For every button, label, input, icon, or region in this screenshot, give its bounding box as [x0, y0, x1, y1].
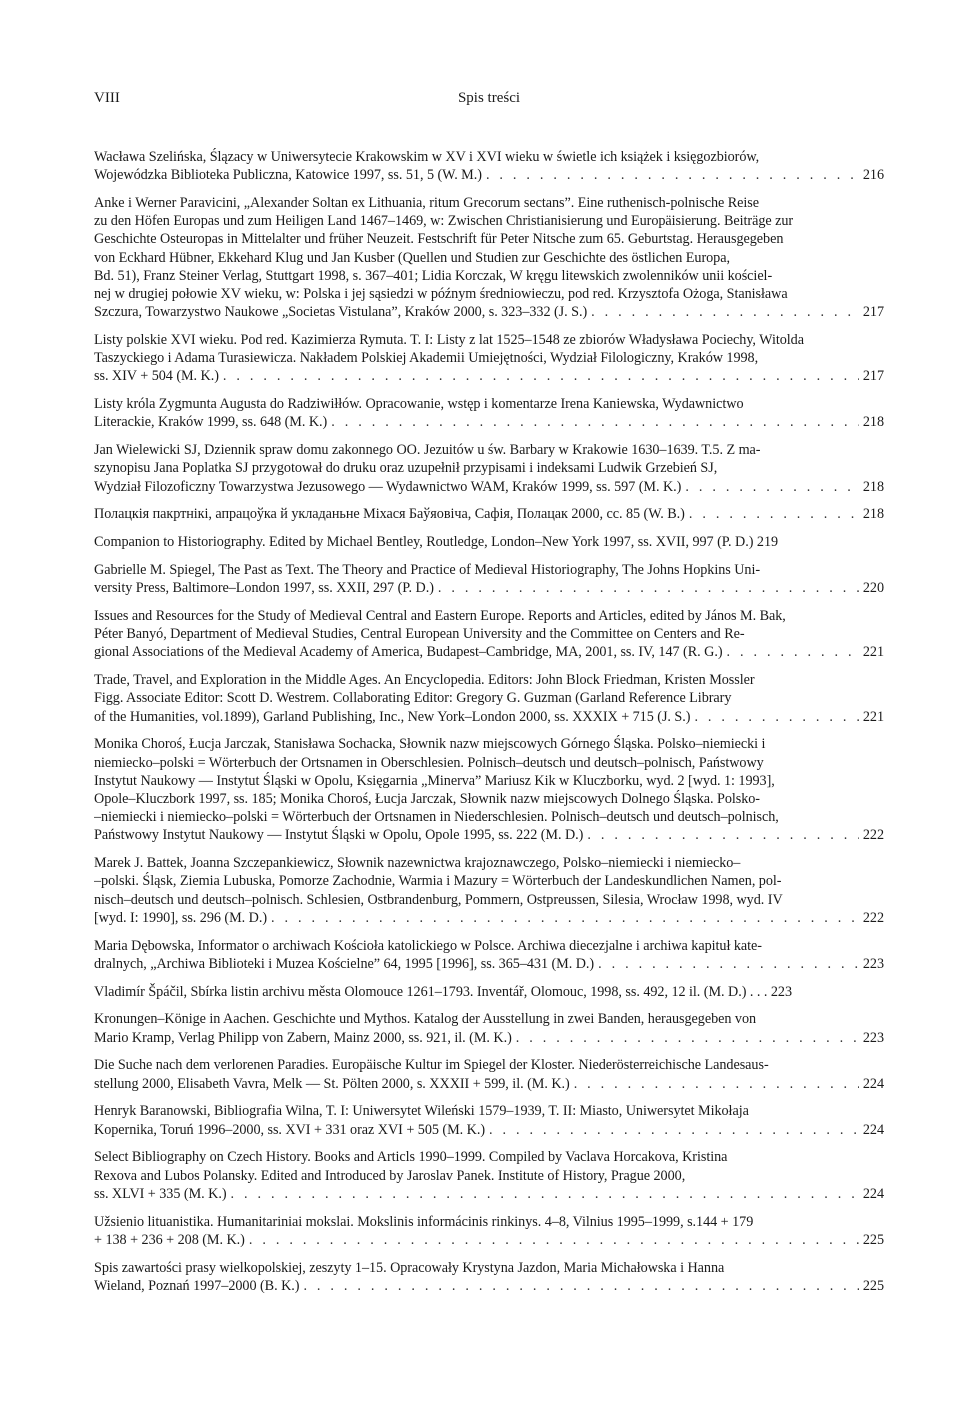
toc-entry: [94, 1102, 884, 1138]
toc-entry-text: gional Associations of the Medieval Academy of America, Budapest–Cambridge, MA, 2001, ss. IV, 147 (R. G.): [94, 644, 723, 661]
toc-entry-line: Spis zawartości prasy wielkopolskiej, zeszyty 1–15. Opracowały Krystyna Jazdon, Maria Michałowska i Hanna: [94, 1259, 725, 1276]
toc-entry-line: nej w drugiej połowie XV wieku, w: Polska i jej sąsiedzi w późnym średniowieczu, pod red. Krzysztofa Ożoga, Stanisława: [94, 286, 788, 303]
page-number: VIII: [94, 90, 120, 106]
dot-leader: [303, 1277, 858, 1295]
toc-entry-last-line: [94, 367, 884, 385]
toc-entry-text: Wydział Filozoficzny Towarzystwa Jezusowego — Wydawnictwo WAM, Kraków 1999, ss. 597 (M. K.): [94, 478, 682, 495]
toc-entry-line: Trade, Travel, and Exploration in the Middle Ages. An Encyclopedia. Editors: John Block Friedman, Kristen Mossler: [94, 672, 755, 689]
toc-entry: [94, 937, 884, 973]
dot-leader: [271, 909, 859, 927]
toc-entry: [94, 671, 884, 726]
toc-page-number: 218: [862, 478, 884, 495]
dot-leader: [574, 1075, 859, 1093]
dot-leader: [587, 826, 859, 844]
toc-page-number: 218: [862, 506, 884, 523]
toc-entry-line: nisch–deutsch und deutsch–polnisch. Schlesien, Ostbrandenburg, Pommern, Ostpreussen, Silesia, Wrocław 1998, wyd. IV: [94, 891, 783, 908]
toc-entry-line: Taszyckiego i Adama Turasiewicza. Nakładem Polskiej Akademii Umiejętności, Wydział Filologiczny, Kraków 1998,: [94, 350, 759, 367]
toc-entry-last-line: [94, 909, 884, 927]
toc-entry-last-line: [94, 579, 884, 597]
toc-entry: [94, 854, 884, 927]
toc-entry-text: Szczura, Towarzystwo Naukowe „Societas Vistulana”, Kraków 2000, s. 323–332 (J. S.): [94, 304, 588, 321]
toc-entry: [94, 194, 884, 321]
toc-entry-line: Jan Wielewicki SJ, Dziennik spraw domu zakonnego OO. Jezuitów u św. Barbary w Krakowie 1630–1639. T.5. Z ma-: [94, 442, 761, 459]
toc-entry-last-line: [94, 955, 884, 973]
toc-entry-line: Anke i Werner Paravicini, „Alexander Soltan ex Lithuania, ritum Grecorum sectans”. Eine ruthenisch-polnische Reise: [94, 195, 760, 211]
dot-leader: [489, 1121, 859, 1139]
toc-entry-line: Kronungen–Könige in Aachen. Geschichte und Mythos. Katalog der Ausstellung in zwei Banden, herausgegeben von: [94, 1011, 757, 1028]
toc-entry-line: Vladimír Špáčil, Sbírka listin archivu města Olomouce 1261–1793. Inventář, Olomouc, 1998, ss. 492, 12 il. (M. D.) . . . 223: [94, 983, 793, 1000]
toc-page-number: 217: [862, 304, 884, 321]
toc-entry-line: Gabrielle M. Spiegel, The Past as Text. The Theory and Practice of Medieval Historiography, The Johns Hopkins Uni-: [94, 562, 761, 579]
toc-entry-line: Die Suche nach dem verlorenen Paradies. Europäische Kultur im Spiegel der Kloster. Niederösterreichische Landesaus-: [94, 1057, 769, 1074]
toc-entry: [94, 1056, 884, 1092]
toc-entry-line: Rexova and Lubos Polansky. Edited and Introduced by Jaroslav Panek. Institute of History, Prague 2000,: [94, 1167, 686, 1184]
dot-leader: [516, 1029, 859, 1047]
toc-page-number: 221: [862, 644, 884, 661]
toc-entry: [94, 561, 884, 597]
toc-entry: [94, 533, 884, 551]
toc-entry: [94, 735, 884, 844]
toc-page-number: 225: [862, 1231, 884, 1248]
toc-entry-last-line: [94, 478, 884, 496]
toc-page-number: 224: [862, 1121, 884, 1138]
toc-page-number: 217: [862, 368, 884, 385]
toc-page-number: 221: [862, 708, 884, 725]
toc-entry-line: Instytut Naukowy — Instytut Śląski w Opolu, Księgarnia „Minerva” Mariusz Kik w Kluczborku, wyd. 2 [wyd. 1: 1993],: [94, 772, 775, 789]
toc-entry-last-line: [94, 1121, 884, 1139]
toc-page-number: 220: [862, 580, 884, 597]
toc-entry-line: Bd. 51), Franz Steiner Verlag, Stuttgart 1998, s. 367–401; Lidia Korczak, W kręgu litewskich zwolenników unii kościel-: [94, 267, 773, 284]
toc-page-number: 222: [862, 909, 884, 926]
toc-entry-last-line: [94, 166, 884, 184]
dot-leader: [249, 1231, 859, 1249]
dot-leader: [727, 643, 859, 661]
toc-entry-line: Issues and Resources for the Study of Medieval Central and Eastern Europe. Reports and Articles, edited by János M. Bak,: [94, 608, 786, 625]
toc-entry-text: of the Humanities, vol.1899), Garland Publishing, Inc., New York–London 2000, ss. XXXIX + 715 (J. S.): [94, 708, 691, 725]
toc-entry-last-line: [94, 1029, 884, 1047]
toc-entry: [94, 1148, 884, 1203]
dot-leader: [591, 303, 859, 321]
table-of-contents: [94, 148, 884, 1305]
toc-entry-text: ss. XIV + 504 (M. K.): [94, 368, 219, 385]
toc-page-number: 218: [862, 414, 884, 431]
toc-entry-text: Państwowy Instytut Naukowy — Instytut Śląski w Opolu, Opole 1995, ss. 222 (M. D.): [94, 827, 584, 844]
toc-entry: [94, 395, 884, 431]
dot-leader: [689, 505, 859, 523]
toc-entry-last-line: [94, 303, 884, 321]
toc-entry-line: Užsienio lituanistika. Humanitariniai mokslai. Mokslinis informácinis rinkinys. 4–8, Vilnius 1995–1999, s.144 + 179: [94, 1213, 754, 1230]
toc-entry-last-line: [94, 1231, 884, 1249]
toc-entry-line: Select Bibliography on Czech History. Books and Articls 1990–1999. Compiled by Vaclava Horcakova, Kristina: [94, 1149, 728, 1166]
toc-entry-text: versity Press, Baltimore–London 1997, ss. XXII, 297 (P. D.): [94, 580, 434, 597]
dot-leader: [438, 579, 859, 597]
toc-entry-line: niemiecko–polski = Wörterbuch der Ortsnamen in Oberschlesien. Polnisch–deutsch und deutsch–polnisch, Państwowy: [94, 754, 764, 771]
toc-entry-line: szynopisu Jana Poplatka SJ przygotował do druku oraz uzupełnił przypisami i indeksami Ludwik Grzebień SJ,: [94, 460, 718, 477]
toc-entry-line: Opole–Kluczbork 1997, ss. 185; Monika Choroś, Łucja Jarczak, Słownik nazw miejscowych Dolnego Śląska. Polsko-: [94, 791, 760, 808]
toc-entry: [94, 148, 884, 184]
toc-entry-line: –polski. Śląsk, Ziemia Lubuska, Pomorze Zachodnie, Warmia i Mazury = Wörterbuch der Landeskundlichen Namen, pol-: [94, 873, 782, 890]
toc-entry-last-line: [94, 1277, 884, 1295]
dot-leader: [331, 413, 859, 431]
dot-leader: [231, 1185, 859, 1203]
toc-entry: [94, 983, 884, 1001]
toc-entry: [94, 1010, 884, 1046]
toc-entry-text: + 138 + 236 + 208 (M. K.): [94, 1231, 245, 1248]
toc-entry: [94, 441, 884, 496]
toc-entry: [94, 1213, 884, 1249]
toc-entry-line: Wacława Szelińska, Ślązacy w Uniwersytecie Krakowskim w XV i XVI wieku w świetle ich książek i księgozbiorów,: [94, 149, 760, 165]
toc-page-number: 222: [862, 827, 884, 844]
dot-leader: [685, 478, 859, 496]
toc-entry-last-line: [94, 413, 884, 431]
toc-entry-line: Marek J. Battek, Joanna Szczepankiewicz, Słownik nazewnictwa krajoznawczego, Polsko–niemiecki i niemiecko–: [94, 855, 741, 872]
toc-page-number: 216: [862, 167, 884, 184]
toc-entry-last-line: [94, 826, 884, 844]
toc-entry-last-line: [94, 505, 884, 523]
toc-entry: [94, 607, 884, 662]
toc-entry-text: Wojewódzka Biblioteka Publiczna, Katowice 1997, ss. 51, 5 (W. M.): [94, 167, 482, 184]
toc-entry-last-line: [94, 643, 884, 661]
toc-entry-line: Péter Banyó, Department of Medieval Studies, Central European University and the Committee on Centers and Re-: [94, 626, 745, 643]
toc-entry-last-line: [94, 1075, 884, 1093]
toc-page-number: 225: [862, 1277, 884, 1294]
toc-entry-line: Monika Choroś, Łucja Jarczak, Stanisława Sochacka, Słownik nazw miejscowych Górnego Śląska. Polsko–niemiecki i: [94, 736, 766, 753]
dot-leader: [694, 708, 858, 726]
running-title: Spis treści: [457, 90, 521, 106]
toc-entry-text: Полацкiя пакртнiкi, апрацоўка й укладаньне Міхася Баўяовіча, Сафія, Полацак 2000, сс. 85 (W. B.): [94, 506, 685, 523]
toc-page-number: 223: [862, 955, 884, 972]
toc-entry: [94, 331, 884, 386]
toc-entry-last-line: [94, 1185, 884, 1203]
toc-entry-text: Mario Kramp, Verlag Philipp von Zabern, Mainz 2000, ss. 921, il. (M. K.): [94, 1029, 512, 1046]
toc-entry: [94, 505, 884, 523]
toc-entry-line: Maria Dębowska, Informator o archiwach Kościoła katolickiego w Polsce. Archiwa diecezjalne i archiwa kapituł kate-: [94, 937, 762, 954]
dot-leader: [486, 166, 859, 184]
toc-entry-line: Geschichte Osteuropas in Mittelalter und früher Neuzeit. Festschrift für Peter Nitsche zum 65. Geburtstag. Herausgegeben: [94, 231, 784, 248]
toc-entry-line: Henryk Baranowski, Bibliografia Wilna, T. I: Uniwersytet Wileński 1579–1939, T. II: Miasto, Uniwersytet Mikołaja: [94, 1103, 749, 1120]
toc-entry-text: dralnych, „Archiwa Biblioteki i Muzea Kościelne” 64, 1995 [1996], ss. 365–431 (M. D.): [94, 955, 595, 972]
toc-entry-last-line: [94, 708, 884, 726]
toc-entry-text: Wieland, Poznań 1997–2000 (B. K.): [94, 1277, 300, 1294]
toc-entry-text: stellung 2000, Elisabeth Vavra, Melk — St. Pölten 2000, s. XXXII + 599, il. (M. K.): [94, 1075, 570, 1092]
toc-entry-text: Kopernika, Toruń 1996–2000, ss. XVI + 331 oraz XVI + 505 (M. K.): [94, 1121, 486, 1138]
dot-leader: [223, 367, 859, 385]
dot-leader: [598, 955, 859, 973]
toc-entry-line: Listy króla Zygmunta Augusta do Radziwiłłów. Opracowanie, wstęp i komentarze Irena Kaniewska, Wydawnictwo: [94, 396, 744, 413]
toc-entry-line: von Eckhard Hübner, Ekkehard Klug und Jan Kusber (Quellen und Studien zur Geschichte des östlichen Europa,: [94, 249, 730, 266]
toc-page-number: 224: [862, 1075, 884, 1092]
toc-entry-line: Figg. Associate Editor: Scott D. Westrem. Collaborating Editor: Gregory G. Guzman (Garland Reference Library: [94, 690, 732, 707]
toc-page-number: 223: [862, 1029, 884, 1046]
toc-entry: [94, 1259, 884, 1295]
toc-entry-text: ss. XLVI + 335 (M. K.): [94, 1185, 227, 1202]
toc-entry-line: –niemiecki i niemiecko–polski = Wörterbuch der Ortsnamen in Niederschlesien. Polnisch–deutsch und deutsch–polnisch,: [94, 809, 779, 826]
toc-entry-line: zu den Höfen Europas und zum Heiligen Land 1467–1469, w: Zwischen Christianisierung und Europäisierung. Beiträge zur: [94, 213, 794, 230]
toc-entry-text: [wyd. I: 1990], ss. 296 (M. D.): [94, 909, 268, 926]
toc-page-number: 224: [862, 1185, 884, 1202]
toc-entry-line: Listy polskie XVI wieku. Pod red. Kazimierza Rymuta. T. I: Listy z lat 1525–1548 ze zbiorów Władysława Pociechy, Witolda: [94, 332, 804, 349]
toc-entry-line: Companion to Historiography. Edited by Michael Bentley, Routledge, London–New York 1997, ss. XVII, 997 (P. D.) 219: [94, 534, 779, 551]
toc-entry-text: Literackie, Kraków 1999, ss. 648 (M. K.): [94, 414, 328, 431]
page-header: [94, 90, 884, 112]
